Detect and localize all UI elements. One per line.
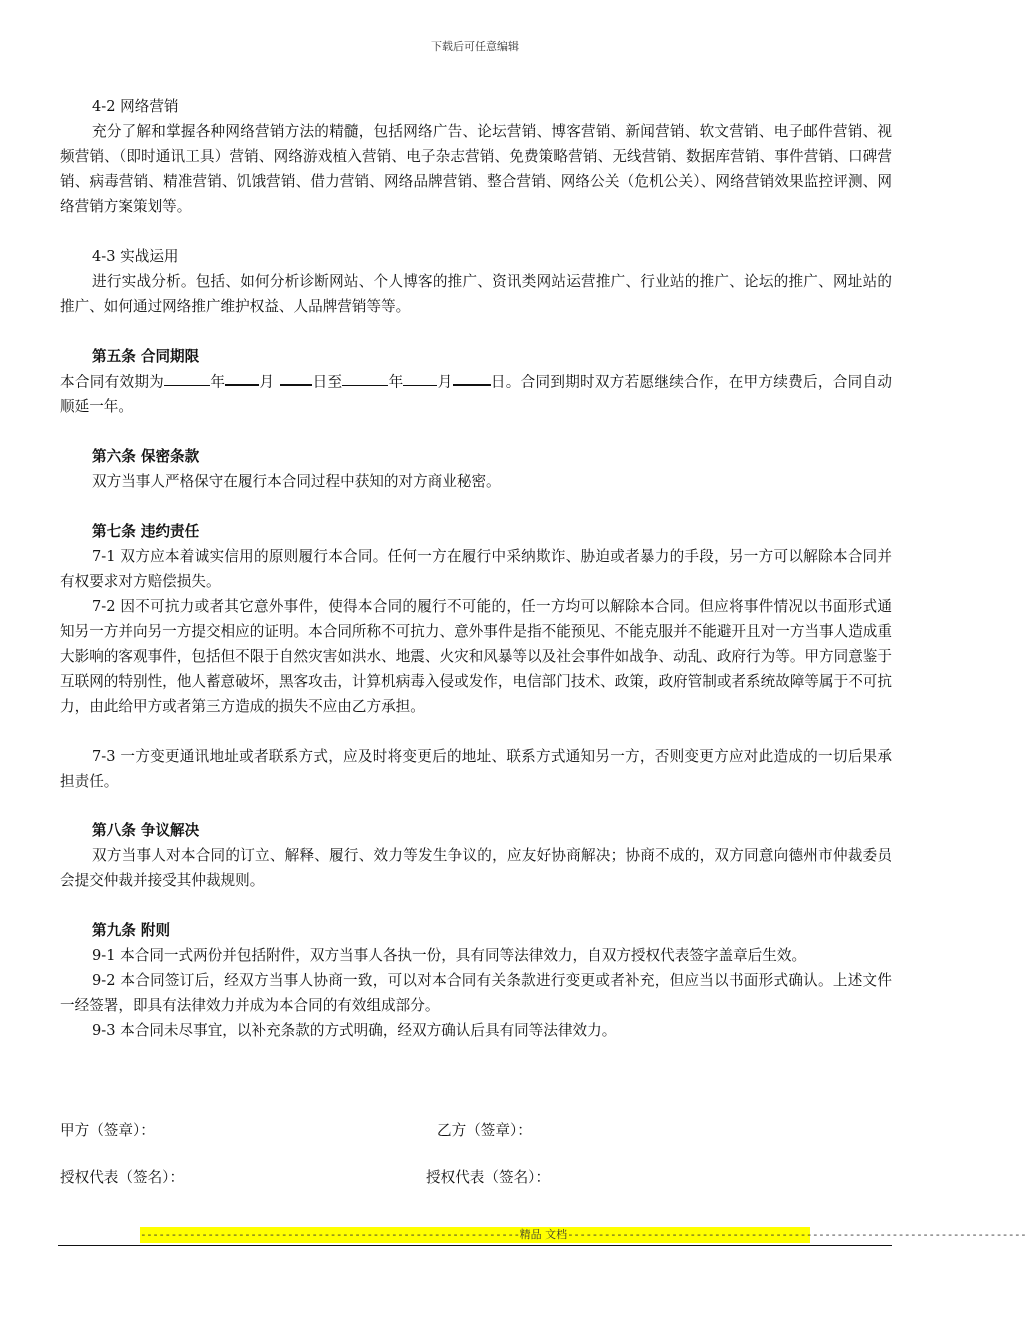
article-7-clause-3: 7-3 一方变更通讯地址或者联系方式，应及时将变更后的地址、联系方式通知另一方，否则变更方应对此造成的一切后果承担责任。	[60, 748, 892, 790]
article-8-heading: 第八条 争议解决	[92, 822, 200, 839]
article-7-heading: 第七条 违约责任	[92, 523, 200, 540]
party-b-seal-label: 乙方（签章）：	[437, 1122, 532, 1139]
blank-start-month	[225, 369, 259, 386]
article-6-body: 双方当事人严格保守在履行本合同过程中获知的对方商业秘密。	[92, 473, 501, 490]
section-4-3-title: 4-3 实战运用	[92, 248, 179, 265]
article-9-clause-2: 9-2 本合同签订后，经双方当事人协商一致，可以对本合同有关条款进行变更或者补充，但应当以书面形式确认。上述文件一经签署，即具有法律效力并成为本合同的有效组成部分。	[60, 972, 892, 1014]
footer-divider	[58, 1245, 892, 1246]
article-5-text: 月	[437, 373, 453, 391]
article-9-clause-1: 9-1 本合同一式两份并包括附件，双方当事人各执一份，具有同等法律效力，自双方授权代表签字盖章后生效。	[92, 947, 807, 964]
article-5-heading: 第五条 合同期限	[92, 348, 200, 365]
footer-dashes-left: --------------------------------------------------------------	[140, 1228, 520, 1241]
article-5-text: 月	[259, 373, 275, 391]
article-9-heading: 第九条 附则	[92, 922, 171, 939]
section-4-2-title: 4-2 网络营销	[92, 98, 179, 115]
blank-end-day	[453, 369, 491, 386]
footer-banner	[140, 1227, 1026, 1243]
party-a-seal-label: 甲方（签章）：	[60, 1122, 155, 1139]
footer-dashes-right: ---------------------------------------------------------------------------	[567, 1228, 1026, 1241]
article-7-clause-1: 7-1 双方应本着诚实信用的原则履行本合同。任何一方在履行中采纳欺诈、胁迫或者暴力的手段，另一方可以解除本合同并有权要求对方赔偿损失。	[60, 548, 892, 590]
page-header: 下载后可任意编辑	[431, 40, 519, 53]
article-5-body	[60, 369, 892, 419]
blank-end-year	[342, 370, 388, 386]
blank-end-month	[403, 370, 437, 386]
article-5-text: 日。合同到期时双方若愿继续合作，在甲方续费后，合同自动顺延一年。	[60, 373, 892, 416]
party-b-representative-label: 授权代表（签名）：	[426, 1169, 551, 1186]
article-8-body: 双方当事人对本合同的订立、解释、履行、效力等发生争议的，应友好协商解决；协商不成的，双方同意向德州市仲裁委员会提交仲裁并接受其仲裁规则。	[60, 847, 892, 889]
article-5-text: 日至	[312, 373, 343, 391]
article-5-text: 年	[388, 373, 404, 391]
article-5-text: 年	[210, 373, 226, 391]
article-5-text: 本合同有效期为	[60, 373, 165, 391]
article-9-clause-3: 9-3 本合同未尽事宜，以补充条款的方式明确，经双方确认后具有同等法律效力。	[92, 1022, 617, 1039]
footer-label: 精品 文档	[519, 1228, 568, 1241]
party-a-representative-label: 授权代表（签名）：	[60, 1169, 185, 1186]
article-7-clause-2: 7-2 因不可抗力或者其它意外事件，使得本合同的履行不可能的，任一方均可以解除本合同。但应将事件情况以书面形式通知另一方并向另一方提交相应的证明。本合同所称不可抗力、意外事件是指不能预见、不能克服并不能避开且对一方当事人造成重大影响的客观事件，包括但不限于自然灾害如洪水、地震、火灾和风暴等以及社会事件如战争、动乱、政府行为等。甲方同意鉴于互联网的特别性，他人蓄意破坏，黑客攻击，计算机病毒入侵或发作，电信部门技术、政策，政府管制或者系统故障等属于不可抗力，由此给甲方或者第三方造成的损失不应由乙方承担。	[60, 598, 892, 715]
blank-start-day	[280, 369, 312, 386]
article-6-heading: 第六条 保密条款	[92, 448, 200, 465]
section-4-2-body: 充分了解和掌握各种网络营销方法的精髓，包括网络广告、论坛营销、博客营销、新闻营销、软文营销、电子邮件营销、视频营销、（即时通讯工具）营销、网络游戏植入营销、电子杂志营销、免费策略营销、无线营销、数据库营销、事件营销、口碑营销、病毒营销、精准营销、饥饿营销、借力营销、网络品牌营销、整合营销、网络公关（危机公关）、网络营销效果监控评测、网络营销方案策划等。	[60, 123, 892, 215]
section-4-3-body: 进行实战分析。包括、如何分析诊断网站、个人博客的推广、资讯类网站运营推广、行业站的推广、论坛的推广、网址站的推广、如何通过网络推广维护权益、人品牌营销等等。	[60, 273, 892, 315]
blank-start-year	[164, 370, 210, 386]
